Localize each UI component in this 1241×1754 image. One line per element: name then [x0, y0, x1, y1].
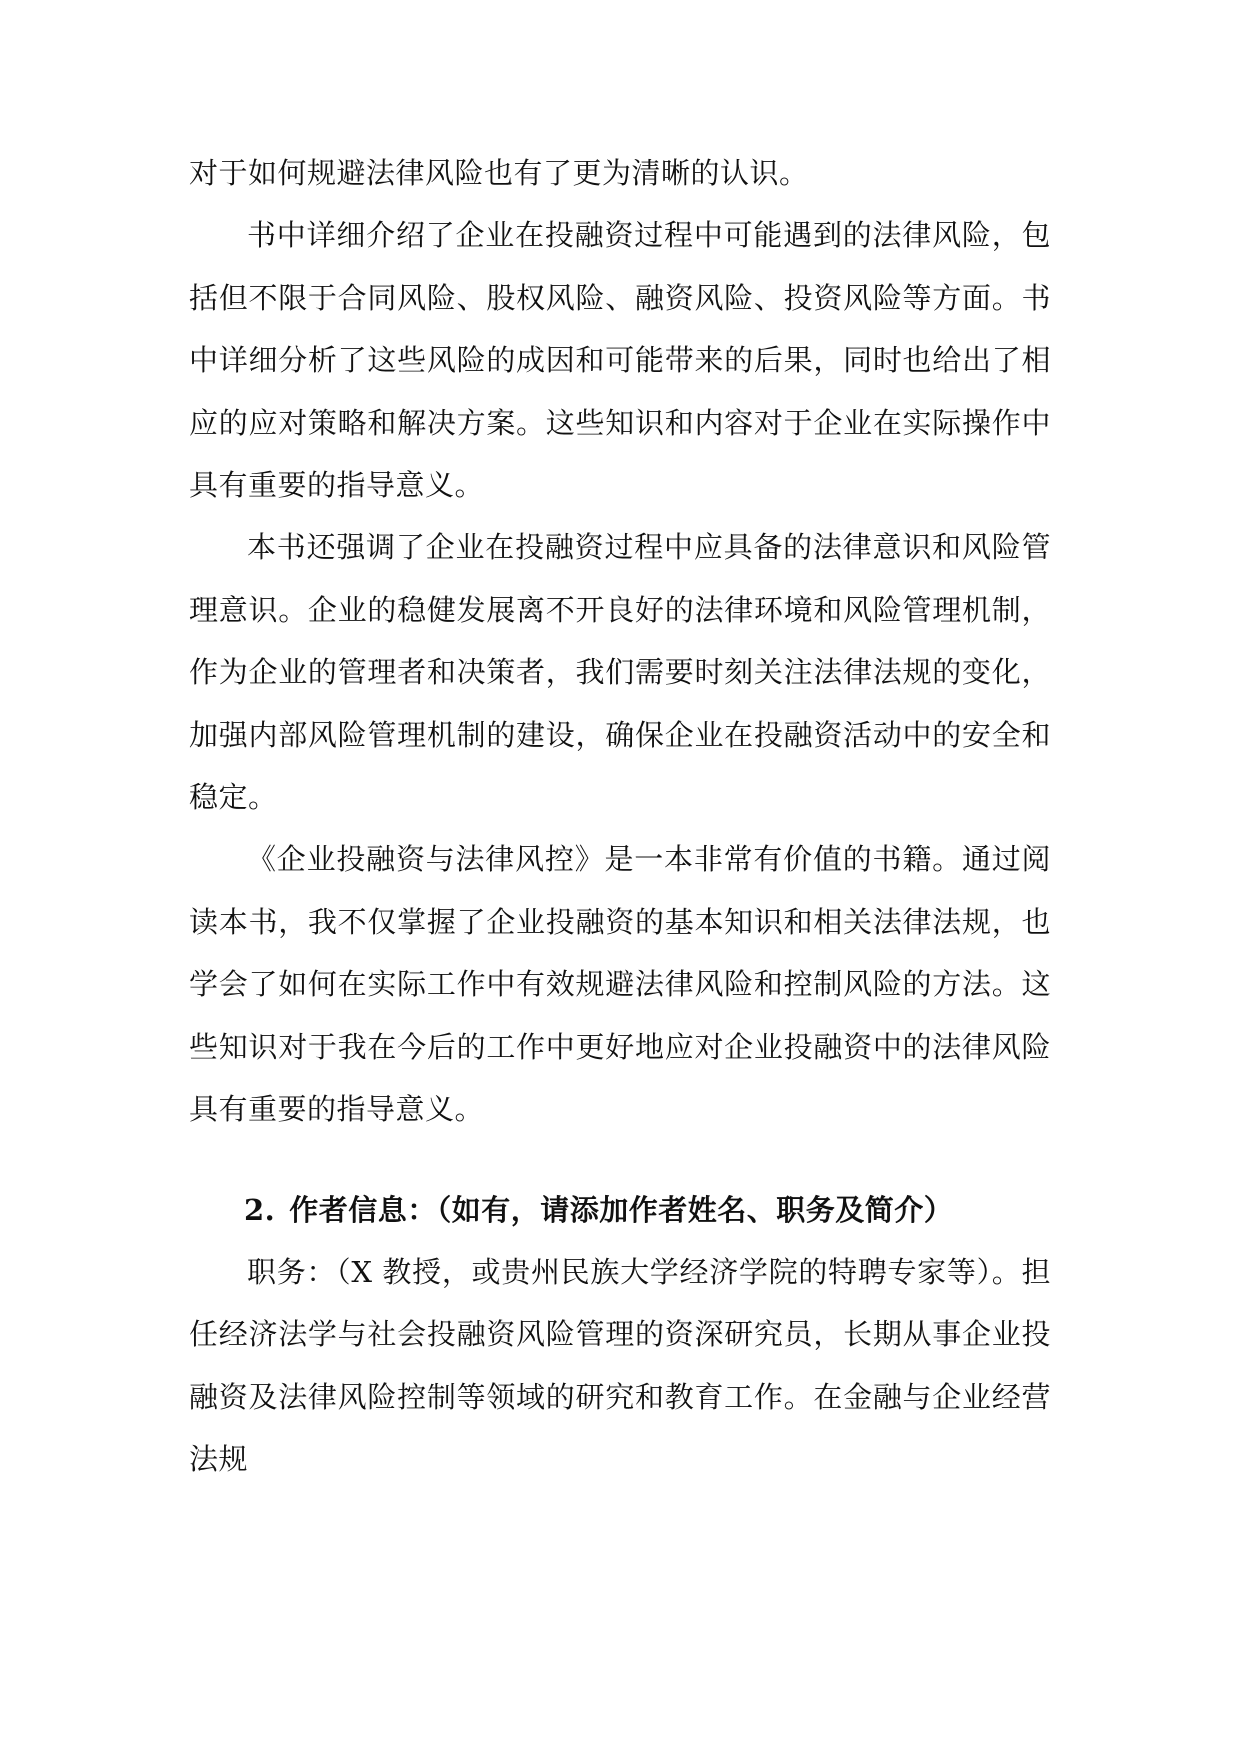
paragraph-continuation: 对于如何规避法律风险也有了更为清晰的认识。 [189, 156, 809, 190]
section-title: 作者信息：（如有，请添加作者姓名、职务及简介） [289, 1192, 954, 1227]
section-number: 2. [244, 1192, 276, 1227]
paragraph-book-value: 《企业投融资与法律风控》是一本非常有价值的书籍。通过阅读本书，我不仅掌握了企业投融资的基本知识和相关法律法规，也学会了如何在实际工作中有效规避法律风险和控制风险的方法。这些知识对于我在今后的工作中更好地应对企业投融资中的法律风险具有重要的指导意义。 [189, 842, 1051, 1127]
paragraph-author-position: 职务：（X 教授，或贵州民族大学经济学院的特聘专家等）。担任经济法学与社会投融资风险管理的资深研究员，长期从事企业投融资及法律风险控制等领域的研究和教育工作。在金融与企业经营法规 [189, 1254, 1051, 1477]
paragraph-legal-risks: 书中详细介绍了企业在投融资过程中可能遇到的法律风险，包括但不限于合同风险、股权风险、融资风险、投资风险等方面。书中详细分析了这些风险的成因和可能带来的后果，同时也给出了相应的应对策略和解决方案。这些知识和内容对于企业在实际操作中具有重要的指导意义。 [189, 218, 1051, 503]
paragraph-risk-awareness: 本书还强调了企业在投融资过程中应具备的法律意识和风险管理意识。企业的稳健发展离不开良好的法律环境和风险管理机制，作为企业的管理者和决策者，我们需要时刻关注法律法规的变化，加强内部风险管理机制的建设，确保企业在投融资活动中的安全和稳定。 [189, 530, 1051, 815]
document-body [189, 142, 1051, 1491]
section-heading-author-info [189, 1179, 1051, 1241]
